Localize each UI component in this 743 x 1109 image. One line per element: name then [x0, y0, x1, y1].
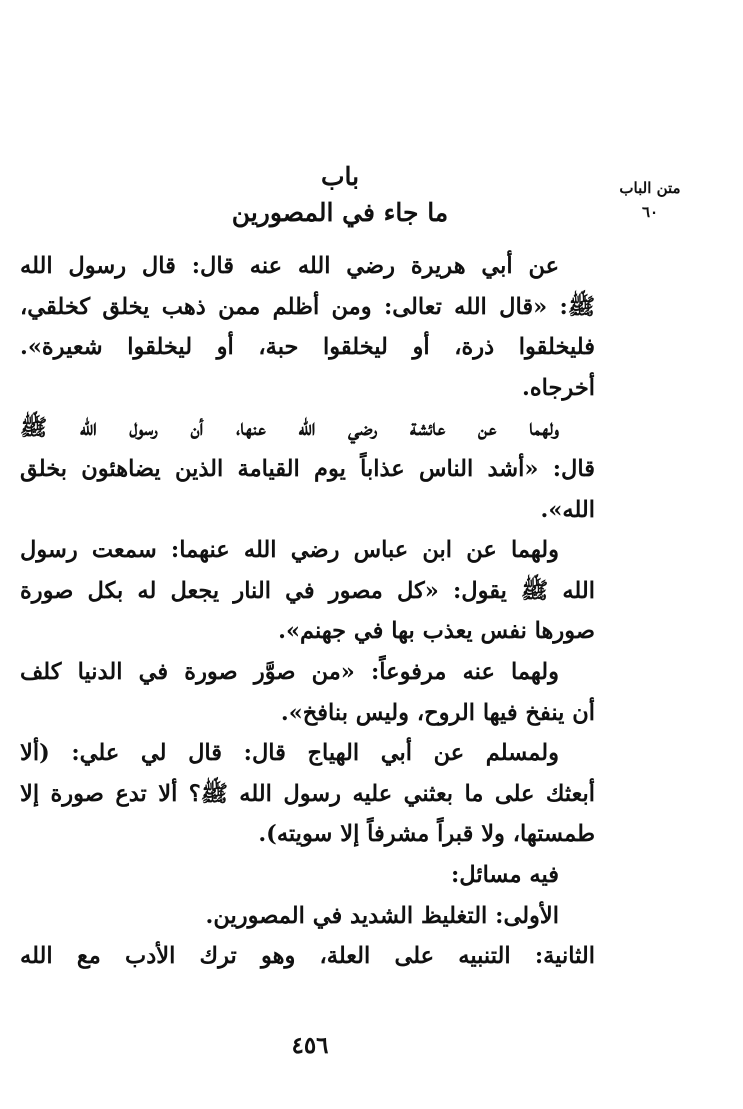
- text-line: أن ينفخ فيها الروح، وليس بنافخ».: [280, 699, 595, 726]
- chapter-title: ما جاء في المصورين: [231, 198, 449, 227]
- text-line: الله».: [540, 496, 595, 523]
- text-line: الثانية: التنبيه على العلة، وهو ترك الأدب مع الله: [20, 943, 595, 970]
- text-line: أخرجاه.: [522, 374, 595, 401]
- text-line: فيه مسائل:: [450, 861, 559, 888]
- text-line: الأولى: التغليظ الشديد في المصورين.: [205, 902, 559, 929]
- body-text: [20, 246, 595, 977]
- text-line: طمستها، ولا قبراً مشرفاً إلا سويته).: [258, 821, 595, 848]
- text-line: فليخلقوا ذرة، أو ليخلقوا حبة، أو ليخلقوا شعيرة».: [20, 334, 595, 361]
- text-line: ولهما عن عائشة رضي الله عنها، أن رسول الله ﷺ: [20, 415, 559, 442]
- side-note-label: متن الباب: [619, 179, 681, 197]
- side-note: [610, 176, 690, 224]
- side-note-number: ٦٠: [641, 203, 659, 221]
- chapter-heading: باب: [320, 162, 360, 191]
- text-line: ولهما عنه مرفوعاً: «من صوَّر صورة في الدنيا كلف: [20, 658, 559, 685]
- text-line: صورها نفس يعذب بها في جهنم».: [278, 618, 595, 645]
- text-line: الله ﷺ يقول: «كل مصور في النار يجعل له بكل صورة: [20, 577, 595, 604]
- text-line: قال: «أشد الناس عذاباً يوم القيامة الذين يضاهئون بخلق: [20, 455, 595, 482]
- text-line: ولمسلم عن أبي الهياج قال: قال لي علي: (ألا: [20, 740, 559, 767]
- text-line: عن أبي هريرة رضي الله عنه قال: قال رسول الله: [20, 253, 559, 279]
- text-line: ولهما عن ابن عباس رضي الله عنهما: سمعت رسول: [20, 537, 559, 564]
- text-line: أبعثك على ما بعثني عليه رسول الله ﷺ؟ ألا تدع صورة إلا: [20, 780, 595, 807]
- text-line: ﷺ: «قال الله تعالى: ومن أظلم ممن ذهب يخلق كخلقي،: [20, 293, 595, 320]
- page-number: ٤٥٦: [291, 1032, 329, 1059]
